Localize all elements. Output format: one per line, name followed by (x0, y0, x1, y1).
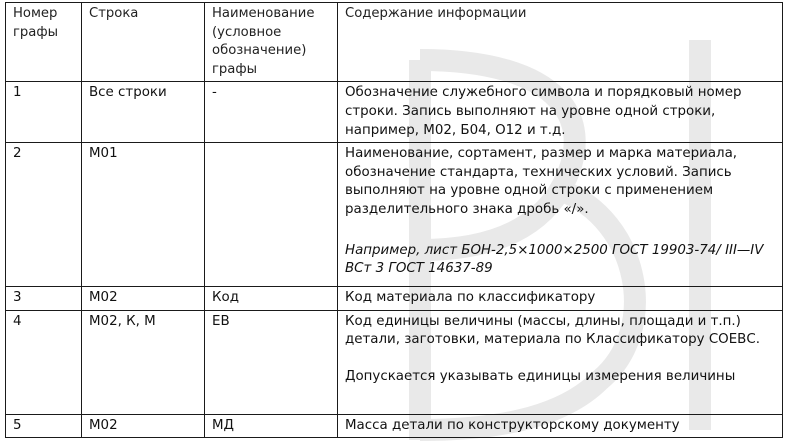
row-line-cell: М02 (82, 414, 205, 438)
row-content-text: Код материала по классификатору (345, 290, 596, 306)
row-content-text: Масса детали по конструкторскому документу (345, 417, 680, 433)
row-name-cell: - (205, 82, 338, 143)
header-cell-number: Номер графы (6, 3, 82, 82)
row-content-cell (338, 414, 783, 438)
header-cell-content: Содержание информации (338, 3, 783, 82)
row-number-cell: 2 (6, 143, 82, 287)
row-number-cell: 3 (6, 287, 82, 311)
row-line-cell: М02, К, М (82, 310, 205, 414)
row-number-cell: 1 (6, 82, 82, 143)
row-line-cell: М02 (82, 287, 205, 311)
row-content-cell (338, 143, 783, 287)
header-cell-line: Строка (82, 3, 205, 82)
row-line-cell: Все строки (82, 82, 205, 143)
row-content-text: Код единицы величины (массы, длины, площади и т.п.) детали, заготовки, материала по Классификатору СОЕВС. (345, 313, 760, 348)
row-number-cell: 4 (6, 310, 82, 414)
row-content-text: Обозначение служебного символа и порядковый номер строки. Запись выполняют на уровне одной строки, например, М02, Б04, О12 и т.д. (345, 85, 742, 138)
table-row (6, 414, 783, 438)
row-example-text: Например, лист БОН-2,5×1000×2500 ГОСТ 19903-74/ III—IV ВСт 3 ГОСТ 14637-89 (345, 242, 764, 277)
row-line-cell: М01 (82, 143, 205, 287)
row-name-cell: Код (205, 287, 338, 311)
row-content-cell (338, 310, 783, 414)
table-row (6, 82, 783, 143)
table-row (6, 287, 783, 311)
materials-spec-table (5, 2, 783, 438)
row-number-cell: 5 (6, 414, 82, 438)
row-content-cell (338, 82, 783, 143)
row-content-cell (338, 287, 783, 311)
table-row (6, 310, 783, 414)
table-header-row (6, 3, 783, 82)
row-content-text: Наименование, сортамент, размер и марка материала, обозначение стандарта, технических условий. Запись выполняют на уровне одной строки с применением разделительного знака дробь «/». (345, 146, 738, 217)
table-row (6, 143, 783, 287)
row-note-text: Допускается указывать единицы измерения величины (345, 368, 736, 384)
row-name-cell: ЕВ (205, 310, 338, 414)
row-name-cell: МД (205, 414, 338, 438)
row-name-cell (205, 143, 338, 287)
header-cell-name: Наименование (условное обозначение) графы (205, 3, 338, 82)
